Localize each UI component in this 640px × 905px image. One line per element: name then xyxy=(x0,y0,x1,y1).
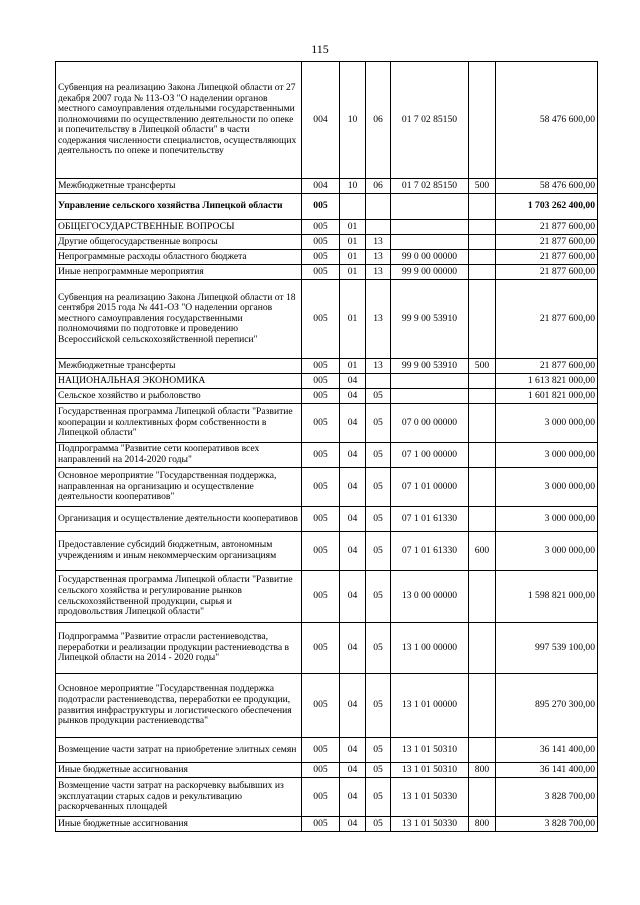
row-csr: 13 1 01 00000 xyxy=(391,674,469,738)
row-vr xyxy=(469,194,496,220)
row-pr: 05 xyxy=(366,623,391,674)
row-rz: 04 xyxy=(340,443,366,468)
row-pr: 05 xyxy=(366,468,391,507)
row-pr: 05 xyxy=(366,404,391,443)
row-vr xyxy=(469,674,496,738)
row-vr xyxy=(469,62,496,179)
row-csr: 07 1 01 00000 xyxy=(391,468,469,507)
row-ved: 004 xyxy=(302,179,340,194)
row-ved: 005 xyxy=(302,280,340,359)
row-ved: 004 xyxy=(302,62,340,179)
row-pr: 05 xyxy=(366,817,391,832)
row-rz: 04 xyxy=(340,532,366,571)
table-row xyxy=(56,220,598,235)
table-row xyxy=(56,817,598,832)
table-row xyxy=(56,738,598,763)
table-row xyxy=(56,623,598,674)
row-pr: 06 xyxy=(366,62,391,179)
row-csr xyxy=(391,220,469,235)
row-vr xyxy=(469,571,496,623)
row-name: Предоставление субсидий бюджетным, автономным учреждениям и иным некоммерческим организациям xyxy=(56,532,302,571)
row-name: Иные бюджетные ассигнования xyxy=(56,763,302,778)
row-csr: 07 1 00 00000 xyxy=(391,443,469,468)
row-csr: 13 1 01 50310 xyxy=(391,738,469,763)
row-ved: 005 xyxy=(302,674,340,738)
row-vr xyxy=(469,389,496,404)
row-name: Возмещение части затрат на раскорчевку выбывших из эксплуатации старых садов и рекультивацию раскорчеванных площадей xyxy=(56,778,302,817)
row-vr xyxy=(469,443,496,468)
row-rz: 10 xyxy=(340,62,366,179)
row-name: Межбюджетные трансферты xyxy=(56,359,302,374)
table-row xyxy=(56,265,598,280)
row-rz: 01 xyxy=(340,280,366,359)
row-csr xyxy=(391,389,469,404)
row-rz: 01 xyxy=(340,235,366,250)
row-ved: 005 xyxy=(302,623,340,674)
row-name: Подпрограмма "Развитие отрасли растениеводства, переработки и реализации продукции растениеводства в Липецкой области на 2014 - 2020 годы" xyxy=(56,623,302,674)
page-number: 115 xyxy=(311,42,329,56)
row-rz: 04 xyxy=(340,571,366,623)
table-row xyxy=(56,468,598,507)
row-rz: 04 xyxy=(340,778,366,817)
row-vr xyxy=(469,404,496,443)
row-sum: 1 703 262 400,00 xyxy=(496,194,598,220)
row-ved: 005 xyxy=(302,571,340,623)
row-rz: 01 xyxy=(340,220,366,235)
table-row xyxy=(56,250,598,265)
row-vr xyxy=(469,265,496,280)
row-name: НАЦИОНАЛЬНАЯ ЭКОНОМИКА xyxy=(56,374,302,389)
row-sum: 997 539 100,00 xyxy=(496,623,598,674)
row-csr: 99 9 00 53910 xyxy=(391,280,469,359)
row-pr xyxy=(366,374,391,389)
row-name: Возмещение части затрат на приобретение элитных семян xyxy=(56,738,302,763)
row-sum: 36 141 400,00 xyxy=(496,763,598,778)
row-sum: 21 877 600,00 xyxy=(496,280,598,359)
table-row xyxy=(56,443,598,468)
row-rz: 04 xyxy=(340,468,366,507)
row-pr: 05 xyxy=(366,738,391,763)
row-pr: 13 xyxy=(366,265,391,280)
row-rz: 01 xyxy=(340,250,366,265)
row-ved: 005 xyxy=(302,359,340,374)
row-name: Другие общегосударственные вопросы xyxy=(56,235,302,250)
row-ved: 005 xyxy=(302,532,340,571)
row-csr: 07 0 00 00000 xyxy=(391,404,469,443)
row-csr: 99 9 00 00000 xyxy=(391,265,469,280)
row-pr: 05 xyxy=(366,778,391,817)
row-sum: 3 000 000,00 xyxy=(496,507,598,532)
row-csr: 13 1 01 50310 xyxy=(391,763,469,778)
table-row xyxy=(56,235,598,250)
row-vr: 800 xyxy=(469,817,496,832)
row-vr xyxy=(469,778,496,817)
row-csr xyxy=(391,235,469,250)
row-vr xyxy=(469,468,496,507)
row-sum: 21 877 600,00 xyxy=(496,235,598,250)
row-csr: 07 1 01 61330 xyxy=(391,532,469,571)
table-row xyxy=(56,62,598,179)
table-row xyxy=(56,778,598,817)
row-vr xyxy=(469,280,496,359)
row-rz: 04 xyxy=(340,507,366,532)
row-ved: 005 xyxy=(302,265,340,280)
row-pr: 06 xyxy=(366,179,391,194)
row-name: Государственная программа Липецкой области "Развитие сельского хозяйства и регулирование рынков сельскохозяйственной продукции, сырья и продовольствия Липецкой области" xyxy=(56,571,302,623)
budget-table xyxy=(55,61,598,832)
row-ved: 005 xyxy=(302,507,340,532)
row-pr xyxy=(366,194,391,220)
row-name: Непрограммные расходы областного бюджета xyxy=(56,250,302,265)
row-pr: 05 xyxy=(366,674,391,738)
row-csr: 99 9 00 53910 xyxy=(391,359,469,374)
row-vr: 500 xyxy=(469,359,496,374)
table-row xyxy=(56,194,598,220)
table-row xyxy=(56,571,598,623)
row-rz: 04 xyxy=(340,404,366,443)
row-sum: 21 877 600,00 xyxy=(496,265,598,280)
row-ved: 005 xyxy=(302,778,340,817)
row-ved: 005 xyxy=(302,817,340,832)
row-csr: 99 0 00 00000 xyxy=(391,250,469,265)
row-sum: 3 000 000,00 xyxy=(496,443,598,468)
row-csr: 01 7 02 85150 xyxy=(391,179,469,194)
row-rz: 01 xyxy=(340,265,366,280)
row-ved: 005 xyxy=(302,220,340,235)
row-csr xyxy=(391,374,469,389)
table-row xyxy=(56,374,598,389)
row-pr: 13 xyxy=(366,359,391,374)
row-rz: 04 xyxy=(340,674,366,738)
row-rz: 01 xyxy=(340,359,366,374)
row-ved: 005 xyxy=(302,443,340,468)
row-rz: 04 xyxy=(340,374,366,389)
row-rz: 04 xyxy=(340,817,366,832)
row-sum: 3 828 700,00 xyxy=(496,778,598,817)
row-name: Государственная программа Липецкой области "Развитие кооперации и коллективных форм собственности в Липецкой области" xyxy=(56,404,302,443)
row-vr xyxy=(469,623,496,674)
table-row xyxy=(56,404,598,443)
row-ved: 005 xyxy=(302,763,340,778)
row-name: Управление сельского хозяйства Липецкой области xyxy=(56,194,302,220)
row-sum: 3 000 000,00 xyxy=(496,532,598,571)
row-name: Основное мероприятие "Государственная поддержка подотрасли растениеводства, переработки ее продукции, развития инфраструктуры и логистического обеспечения рынков продукции растениеводства" xyxy=(56,674,302,738)
row-name: Организация и осуществление деятельности кооперативов xyxy=(56,507,302,532)
row-sum: 895 270 300,00 xyxy=(496,674,598,738)
table-row xyxy=(56,763,598,778)
table-row xyxy=(56,532,598,571)
table-row xyxy=(56,389,598,404)
row-sum: 58 476 600,00 xyxy=(496,62,598,179)
row-name: Субвенция на реализацию Закона Липецкой области от 27 декабря 2007 года № 113-ОЗ "О наделении органов местного самоуправления отдельными государственными полномочиями по осуществлению деятельности по опеке и попечительству в Липецкой области" в части содержания численности специалистов, осуществляющих деятельность по опеке и попечительству xyxy=(56,62,302,179)
table-row xyxy=(56,280,598,359)
table-row xyxy=(56,507,598,532)
row-sum: 1 613 821 000,00 xyxy=(496,374,598,389)
row-vr xyxy=(469,374,496,389)
row-vr: 500 xyxy=(469,179,496,194)
row-pr: 13 xyxy=(366,250,391,265)
row-pr: 05 xyxy=(366,571,391,623)
table-row xyxy=(56,179,598,194)
row-csr: 13 1 01 50330 xyxy=(391,817,469,832)
row-vr: 600 xyxy=(469,532,496,571)
row-pr: 13 xyxy=(366,280,391,359)
row-ved: 005 xyxy=(302,468,340,507)
row-pr: 13 xyxy=(366,235,391,250)
row-rz: 04 xyxy=(340,623,366,674)
row-ved: 005 xyxy=(302,738,340,763)
row-csr: 13 0 00 00000 xyxy=(391,571,469,623)
row-csr: 01 7 02 85150 xyxy=(391,62,469,179)
row-csr: 07 1 01 61330 xyxy=(391,507,469,532)
row-vr xyxy=(469,738,496,763)
row-vr xyxy=(469,250,496,265)
row-pr: 05 xyxy=(366,763,391,778)
row-ved: 005 xyxy=(302,250,340,265)
row-ved: 005 xyxy=(302,194,340,220)
row-sum: 3 828 700,00 xyxy=(496,817,598,832)
row-name: Межбюджетные трансферты xyxy=(56,179,302,194)
row-csr: 13 1 01 50330 xyxy=(391,778,469,817)
row-pr: 05 xyxy=(366,532,391,571)
row-sum: 3 000 000,00 xyxy=(496,468,598,507)
row-name: Иные бюджетные ассигнования xyxy=(56,817,302,832)
row-rz: 04 xyxy=(340,389,366,404)
row-vr xyxy=(469,235,496,250)
row-ved: 005 xyxy=(302,235,340,250)
row-csr xyxy=(391,194,469,220)
row-sum: 58 476 600,00 xyxy=(496,179,598,194)
table-row xyxy=(56,674,598,738)
row-sum: 1 598 821 000,00 xyxy=(496,571,598,623)
row-pr xyxy=(366,220,391,235)
row-sum: 3 000 000,00 xyxy=(496,404,598,443)
row-rz xyxy=(340,194,366,220)
row-name: Подпрограмма "Развитие сети кооперативов всех направлений на 2014-2020 годы" xyxy=(56,443,302,468)
row-rz: 04 xyxy=(340,738,366,763)
row-sum: 21 877 600,00 xyxy=(496,220,598,235)
row-sum: 1 601 821 000,00 xyxy=(496,389,598,404)
row-ved: 005 xyxy=(302,389,340,404)
row-pr: 05 xyxy=(366,389,391,404)
row-name: Иные непрограммные мероприятия xyxy=(56,265,302,280)
row-pr: 05 xyxy=(366,443,391,468)
table-row xyxy=(56,359,598,374)
row-vr xyxy=(469,507,496,532)
row-ved: 005 xyxy=(302,374,340,389)
row-name: Сельское хозяйство и рыболовство xyxy=(56,389,302,404)
row-rz: 04 xyxy=(340,763,366,778)
row-vr: 800 xyxy=(469,763,496,778)
row-name: Основное мероприятие "Государственная поддержка, направленная на организацию и осуществление деятельности кооперативов" xyxy=(56,468,302,507)
row-vr xyxy=(469,220,496,235)
row-sum: 21 877 600,00 xyxy=(496,250,598,265)
row-rz: 10 xyxy=(340,179,366,194)
row-name: ОБЩЕГОСУДАРСТВЕННЫЕ ВОПРОСЫ xyxy=(56,220,302,235)
row-sum: 36 141 400,00 xyxy=(496,738,598,763)
row-pr: 05 xyxy=(366,507,391,532)
row-csr: 13 1 00 00000 xyxy=(391,623,469,674)
row-sum: 21 877 600,00 xyxy=(496,359,598,374)
row-name: Субвенция на реализацию Закона Липецкой области от 18 сентября 2015 года № 441-ОЗ "О наделении органов местного самоуправления государственными полномочиями по подготовке и проведению Всероссийской сельскохозяйственной переписи" xyxy=(56,280,302,359)
row-ved: 005 xyxy=(302,404,340,443)
